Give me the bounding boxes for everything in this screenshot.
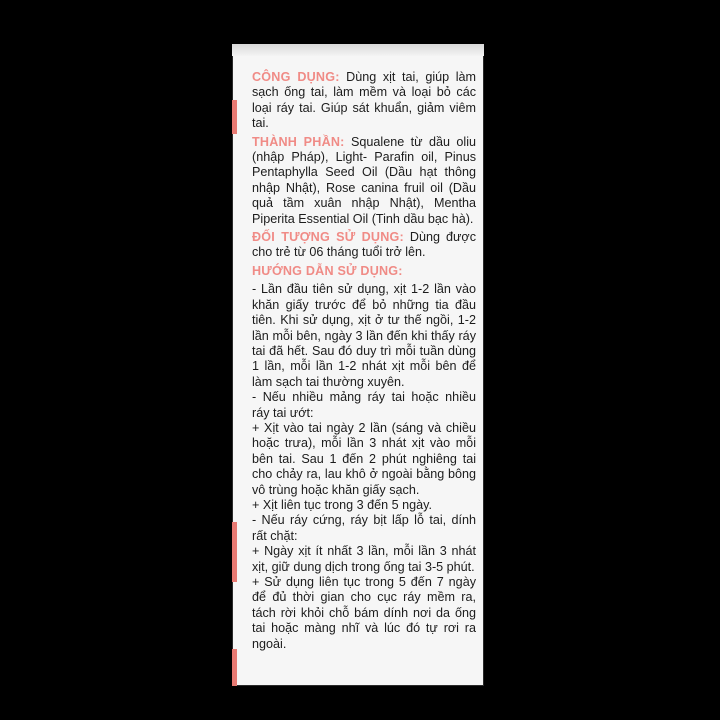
instruction-item: - Lần đầu tiên sử dụng, xịt 1-2 lần vào khăn giấy trước để bỏ những tia đầu tiên. Khi sử dụng, xịt ở tư thế ngồi, 1-2 lần mỗi bên, ngày 3 lần đến khi thấy ráy tai đã hết. Sau đó duy trì mỗi tuần dùng 1 lần, mỗi lần 1-2 nhát xịt mỗi bên để làm sạch tai thường xuyên. xyxy=(252,282,476,389)
section-ingredients xyxy=(252,135,476,227)
label-text-content xyxy=(252,70,476,652)
instruction-item: + Sử dụng liên tục trong 5 đến 7 ngày để đủ thời gian cho cục ráy mềm ra, tách rời khỏi chỗ bám dính nơi da ống tai hoặc màng nhĩ và lúc đó tự rơi ra ngoài. xyxy=(252,575,476,651)
instruction-item: + Xịt vào tai ngày 2 lần (sáng và chiều hoặc trưa), mỗi lần 3 nhát xịt vào mỗi bên tai. Sau 1 đến 2 phút nghiêng tai cho chảy ra, lau khô ở ngoài bằng bông vô trùng hoặc khăn giấy sạch. xyxy=(252,420,476,497)
section-target-users xyxy=(252,230,476,261)
instruction-item: + Xịt liên tục trong 3 đến 5 ngày. xyxy=(252,497,433,512)
product-box-side-panel xyxy=(232,44,484,686)
section-text: Squalene từ dầu oliu (nhập Pháp), Light- Parafin oil, Pinus Pentaphylla Seed Oil (Dầu hạt thông nhập Nhật), Rose canina fruil oil (Dầu quả tầm xuân nhập Nhật), Mentha Piperita Essential Oil (Tinh dầu bạc hà). xyxy=(252,134,477,226)
instruction-item: - Nếu ráy cứng, ráy bịt lấp lỗ tai, dính rất chặt: xyxy=(252,513,476,543)
accent-stripe xyxy=(232,522,237,582)
section-heading: HƯỚNG DẪN SỬ DỤNG: xyxy=(252,263,403,278)
section-directions xyxy=(252,264,476,279)
section-heading: THÀNH PHẦN: xyxy=(252,134,345,149)
instruction-item: + Ngày xịt ít nhất 3 lần, mỗi lần 3 nhát xịt, giữ dung dịch trong ống tai 3-5 phút. xyxy=(252,544,476,574)
accent-stripe xyxy=(232,649,237,686)
section-text: Dùng xịt tai, giúp làm sạch ống tai, làm mềm và loại bỏ các loại ráy tai. Giúp sát khuẩn, giảm viêm tai. xyxy=(252,70,476,131)
accent-stripe xyxy=(232,100,237,134)
section-text: Dùng được cho trẻ từ 06 tháng tuổi trở lên. xyxy=(252,230,476,260)
section-heading: ĐỐI TƯỢNG SỬ DỤNG: xyxy=(252,230,404,245)
instruction-item: - Nếu nhiều mảng ráy tai hoặc nhiều ráy tai ướt: xyxy=(252,390,476,420)
section-heading: CÔNG DỤNG: xyxy=(252,70,340,84)
section-uses xyxy=(252,70,476,132)
directions-list xyxy=(252,282,476,652)
